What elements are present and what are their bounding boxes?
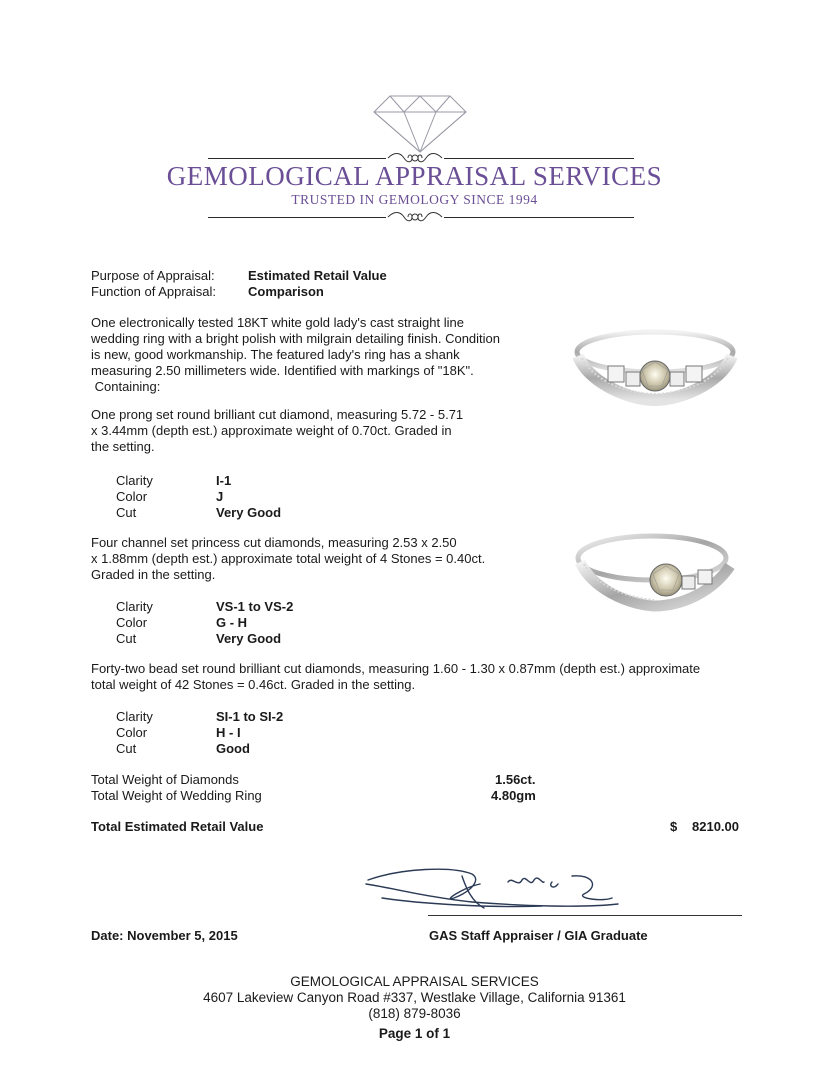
grade-label: Cut bbox=[116, 741, 137, 756]
stone-line: Four channel set princess cut diamonds, measuring 2.53 x 2.50 bbox=[91, 535, 457, 550]
stone-line: x 3.44mm (depth est.) approximate weight of 0.70ct. Graded in bbox=[91, 423, 452, 438]
appraiser-title: GAS Staff Appraiser / GIA Graduate bbox=[429, 928, 648, 943]
header-rule-top-right bbox=[444, 158, 634, 159]
stone-2-description bbox=[91, 535, 485, 583]
grade-value: Very Good bbox=[216, 505, 282, 520]
footer-phone: (818) 879-8036 bbox=[368, 1006, 461, 1021]
stone-line: One prong set round brilliant cut diamond, measuring 5.72 - 5.71 bbox=[91, 407, 464, 422]
grade-label: Color bbox=[116, 489, 148, 504]
grade-label: Color bbox=[116, 615, 148, 630]
stone-line: Graded in the setting. bbox=[91, 567, 216, 582]
purpose-value: Estimated Retail Value bbox=[248, 268, 387, 283]
page-number: Page 1 of 1 bbox=[378, 1026, 451, 1041]
footer-company: GEMOLOGICAL APPRAISAL SERVICES bbox=[290, 974, 539, 989]
grade-label: Clarity bbox=[116, 473, 153, 488]
grade-value: SI-1 to SI-2 bbox=[216, 709, 284, 724]
function-value: Comparison bbox=[248, 284, 324, 299]
grade-value: Very Good bbox=[216, 631, 282, 646]
grade-value: I-1 bbox=[216, 473, 232, 488]
stone-1-description bbox=[91, 407, 463, 455]
grade-value: H - I bbox=[216, 725, 241, 740]
total-retail-value: 8210.00 bbox=[692, 819, 739, 834]
ring-photo-front bbox=[570, 314, 740, 414]
purpose-label: Purpose of Appraisal: bbox=[91, 268, 215, 283]
grade-value: VS-1 to VS-2 bbox=[216, 599, 294, 614]
total-diamonds-value: 1.56ct. bbox=[495, 772, 536, 787]
stone-3-description bbox=[91, 661, 700, 693]
appraiser-signature bbox=[362, 858, 622, 918]
grade-label: Color bbox=[116, 725, 148, 740]
appraisal-date: Date: November 5, 2015 bbox=[91, 928, 238, 943]
ring-description bbox=[91, 315, 500, 395]
grade-label: Clarity bbox=[116, 599, 153, 614]
ring-photo-angle bbox=[574, 526, 738, 618]
grade-label: Clarity bbox=[116, 709, 153, 724]
company-name: GEMOLOGICAL APPRAISAL SERVICES bbox=[166, 161, 663, 191]
diamond-outline-icon bbox=[370, 92, 470, 154]
description-line: Containing: bbox=[91, 379, 161, 394]
ornament-scroll-icon bbox=[386, 209, 444, 225]
company-tagline: TRUSTED IN GEMOLOGY SINCE 1994 bbox=[291, 192, 538, 207]
footer-address: 4607 Lakeview Canyon Road #337, Westlake Village, California 91361 bbox=[203, 990, 626, 1005]
grade-value: Good bbox=[216, 741, 250, 756]
stone-line: Forty-two bead set round brilliant cut diamonds, measuring 1.60 - 1.30 x 0.87mm (depth est.) approximate bbox=[91, 661, 701, 676]
total-diamonds-label: Total Weight of Diamonds bbox=[91, 772, 239, 787]
stone-line: x 1.88mm (depth est.) approximate total weight of 4 Stones = 0.40ct. bbox=[91, 551, 486, 566]
total-retail-label: Total Estimated Retail Value bbox=[91, 819, 264, 834]
description-line: measuring 2.50 millimeters wide. Identified with markings of "18K". bbox=[91, 363, 474, 378]
header-rule-bottom-right bbox=[444, 217, 634, 218]
stone-line: the setting. bbox=[91, 439, 155, 454]
description-line: One electronically tested 18KT white gold lady's cast straight line bbox=[91, 315, 464, 330]
grade-value: J bbox=[216, 489, 224, 504]
description-line: is new, good workmanship. The featured lady's ring has a shank bbox=[91, 347, 460, 362]
stone-line: total weight of 42 Stones = 0.46ct. Graded in the setting. bbox=[91, 677, 416, 692]
grade-value: G - H bbox=[216, 615, 248, 630]
total-retail-currency: $ bbox=[670, 819, 678, 834]
function-label: Function of Appraisal: bbox=[91, 284, 217, 299]
header-rule-bottom-left bbox=[208, 217, 386, 218]
grade-label: Cut bbox=[116, 505, 137, 520]
total-ring-weight-label: Total Weight of Wedding Ring bbox=[91, 788, 262, 803]
total-ring-weight-value: 4.80gm bbox=[491, 788, 536, 803]
grade-label: Cut bbox=[116, 631, 137, 646]
signature-line bbox=[428, 915, 742, 916]
header-rule-top-left bbox=[208, 158, 386, 159]
description-line: wedding ring with a bright polish with milgrain detailing finish. Condition bbox=[91, 331, 500, 346]
